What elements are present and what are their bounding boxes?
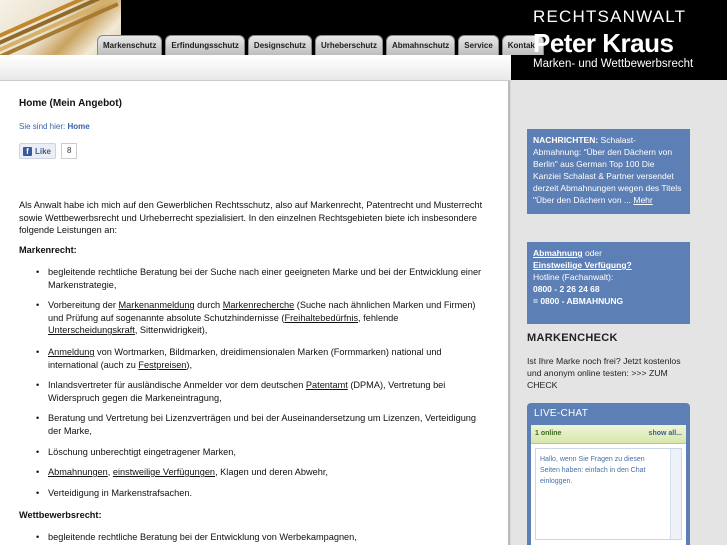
link-anmeldung[interactable]: Anmeldung <box>48 347 95 357</box>
markenrecht-list-4 <box>48 379 488 404</box>
text: (DPMA), Vertretung bei Widerspruch gegen die Markeneintragung, <box>48 380 446 403</box>
facebook-icon: f <box>23 147 32 156</box>
text: , Sittenwidrigkeit), <box>134 325 208 335</box>
brand-name: Peter Kraus <box>533 28 674 58</box>
brand-line-1: RECHTSANWALT <box>533 7 687 26</box>
text: Vorbereitung der <box>48 300 119 310</box>
list-item <box>48 266 488 291</box>
breadcrumb-prefix: Sie sind hier: <box>19 122 66 131</box>
chat-online-count: 1 online <box>535 430 562 437</box>
text: ), <box>186 359 193 370</box>
abmahnung-link[interactable]: Abmahnung <box>533 248 583 258</box>
chat-panel <box>531 425 686 545</box>
breadcrumb <box>19 122 90 131</box>
tab-abmahnschutz[interactable]: Abmahnschutz <box>386 35 455 55</box>
text: , fehlende <box>358 312 399 323</box>
tab-urheberschutz[interactable]: Urheberschutz <box>315 35 383 55</box>
markenrecht-list-2 <box>48 299 488 337</box>
content-top-bar <box>0 55 511 81</box>
main-nav <box>97 35 544 55</box>
link-einstweilige-verfuegungen[interactable]: einstweilige Verfügungen <box>112 467 216 477</box>
news-label: NACHRICHTEN: <box>533 135 599 145</box>
list-item <box>48 487 488 500</box>
list-item <box>48 379 488 404</box>
tab-markenschutz[interactable]: Markenschutz <box>97 35 162 55</box>
hotline-box <box>527 242 690 324</box>
fb-like-widget <box>19 143 77 159</box>
text: Inlandsvertreter für ausländische Anmelder vor dem deutschen <box>48 380 306 390</box>
news-more-link[interactable]: Mehr <box>633 195 653 205</box>
tab-service[interactable]: Service <box>458 35 498 55</box>
list-item-text: Verteidigung in Markenstrafsachen. <box>48 488 193 498</box>
list-item <box>48 412 488 437</box>
fb-like-count: 8 <box>61 143 77 159</box>
chat-message-area[interactable] <box>535 448 682 540</box>
list-item <box>48 466 488 479</box>
tab-erfindungsschutz[interactable]: Erfindungsschutz <box>165 35 245 55</box>
fb-like-button[interactable] <box>19 143 56 159</box>
markenrecht-list-8 <box>48 487 488 500</box>
section-markenrecht: Markenrecht: <box>19 245 77 255</box>
brand-logo[interactable] <box>511 0 727 80</box>
link-freihaltebeduerfnis[interactable]: Freihaltebedürfnis <box>284 312 359 323</box>
chat-show-all-link[interactable]: show all... <box>648 430 682 437</box>
markencheck-title: MARKENCHECK <box>527 332 618 344</box>
section-wettbewerbsrecht: Wettbewerbsrecht: <box>19 510 102 520</box>
chat-title: LIVE-CHAT <box>534 408 589 419</box>
live-chat-widget <box>527 403 690 545</box>
hotline-number-alt: = 0800 - ABMAHNUNG <box>533 296 624 306</box>
link-festpreisen[interactable]: Festpreisen <box>138 359 187 370</box>
chat-message: Hallo, wenn Sie Fragen zu diesen Seiten haben: einfach in den Chat einloggen. <box>540 456 646 485</box>
einstweilige-verfuegung-link[interactable]: Einstweilige Verfügung? <box>533 260 632 270</box>
text: (Suche nach ähnlichen Marken und Firmen) und Prüfung auf sogenannte absolute Schutzhindernisse ( <box>48 300 476 323</box>
list-item-text: begleitende rechtliche Beratung bei der Entwicklung von Werbekampagnen, <box>48 532 357 542</box>
link-markenanmeldung[interactable]: Markenanmeldung <box>118 300 195 310</box>
news-text: Schalast-Abmahnung: "Über den Dächern von Berlin" aus German Top 100 Die Kanziei Schalast & Partner versendet derzeit Abmahnungen wegen des Titels "Über den Dächern von ... <box>533 135 682 205</box>
text: , <box>107 467 113 477</box>
page-title: Home (Mein Angebot) <box>19 98 122 109</box>
intro-paragraph: Als Anwalt habe ich mich auf den Gewerblichen Rechtsschutz, also auf Markenrecht, Patentrecht und Musterrecht sowie Wettbewerbsrecht und Urheberrecht spezialisiert. In den einzelnen Rechtsgebieten biete ich insbesondere folgende Leistungen an: <box>19 200 483 235</box>
breadcrumb-home[interactable]: Home <box>67 122 90 131</box>
text: oder <box>582 248 602 258</box>
tab-kontakt[interactable]: Kontakt <box>502 35 544 55</box>
list-item-text: begleitende rechtliche Beratung bei der Suche nach einer geeigneten Marke und bei der Entwicklung einer Markenstrategie, <box>48 267 482 290</box>
link-patentamt[interactable]: Patentamt <box>305 380 348 390</box>
markenrecht-list-3 <box>48 346 488 371</box>
list-item-text: Löschung unberechtigt eingetragener Marken, <box>48 447 236 457</box>
brand-tagline: Marken- und Wettbewerbsrecht <box>533 58 694 70</box>
markenrecht-list <box>48 266 488 291</box>
link-abmahnungen[interactable]: Abmahnungen <box>48 467 108 477</box>
hotline-label: Hotline (Fachanwalt): <box>533 272 614 282</box>
list-item <box>48 299 488 337</box>
list-item <box>48 446 488 459</box>
tab-designschutz[interactable]: Designschutz <box>248 35 312 55</box>
news-box <box>527 129 690 214</box>
text: durch <box>194 300 223 310</box>
text: von Wortmarken, Bildmarken, dreidimensionalen Marken (Formmarken) national und international (auch zu <box>48 347 442 370</box>
chat-scrollbar[interactable] <box>670 449 681 539</box>
markenrecht-list-6 <box>48 446 488 459</box>
list-item <box>48 346 488 371</box>
hotline-number[interactable]: 0800 - 2 26 24 68 <box>533 284 600 294</box>
markenrecht-list-5 <box>48 412 488 437</box>
fb-like-label: Like <box>35 146 52 156</box>
markencheck-link[interactable]: Ist Ihre Marke noch frei? Jetzt kostenlos und anonym online testen: >>> ZUM CHECK <box>527 356 681 390</box>
chat-status-bar <box>531 425 686 444</box>
link-unterscheidungskraft[interactable]: Unterscheidungskraft <box>48 325 135 335</box>
text: , Klagen und deren Abwehr, <box>215 467 328 477</box>
list-item-text: Beratung und Vertretung bei Lizenzverträgen und bei der Auseinandersetzung um Lizenzen, Verteidigung der Marke, <box>48 413 477 436</box>
link-markenrecherche[interactable]: Markenrecherche <box>222 300 295 310</box>
markenrecht-list-7 <box>48 466 488 479</box>
wettbewerbsrecht-list <box>48 531 488 544</box>
list-item <box>48 531 488 544</box>
